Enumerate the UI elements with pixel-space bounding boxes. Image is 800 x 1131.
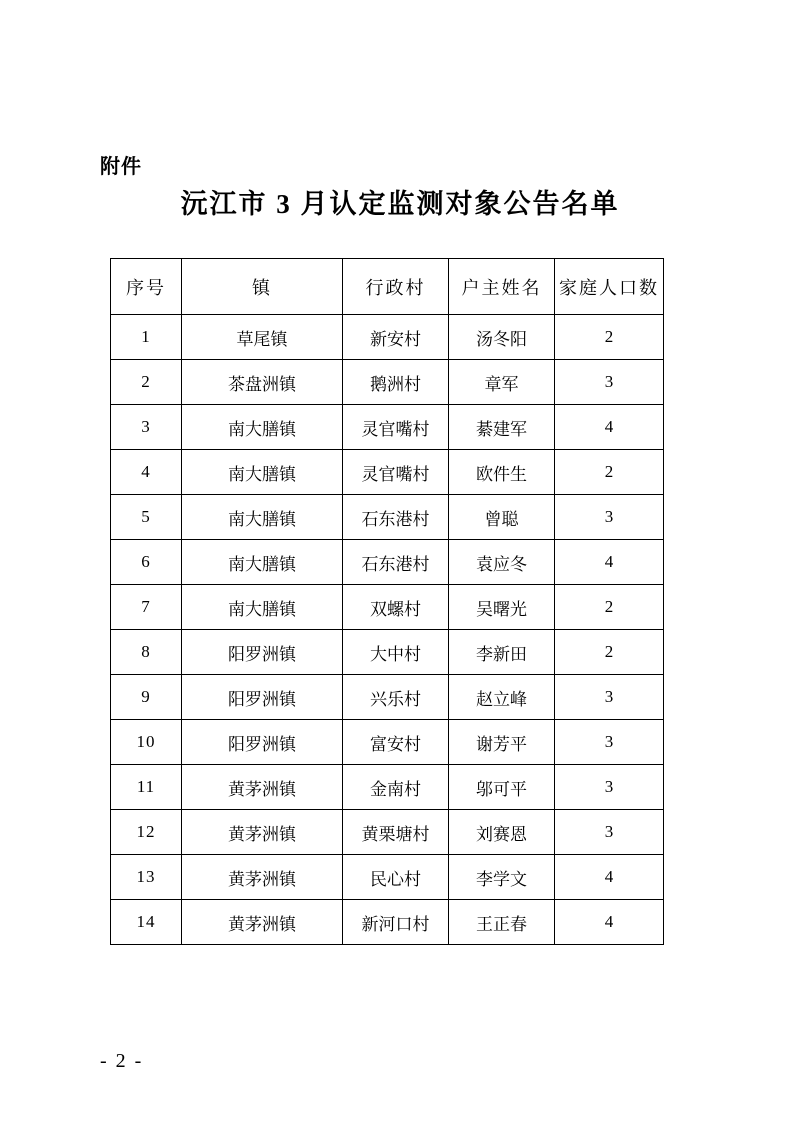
cell-village: 金南村 xyxy=(343,765,449,810)
cell-village: 鹅洲村 xyxy=(343,360,449,405)
cell-householder: 吴曙光 xyxy=(449,585,555,630)
cell-index: 2 xyxy=(111,360,182,405)
cell-household-size: 3 xyxy=(555,360,664,405)
cell-town: 南大膳镇 xyxy=(182,585,343,630)
cell-householder: 欧件生 xyxy=(449,450,555,495)
column-header-town: 镇 xyxy=(182,259,343,315)
cell-village: 石东港村 xyxy=(343,540,449,585)
cell-householder: 章军 xyxy=(449,360,555,405)
cell-town: 黄茅洲镇 xyxy=(182,765,343,810)
cell-householder: 曾聪 xyxy=(449,495,555,540)
cell-village: 灵官嘴村 xyxy=(343,450,449,495)
cell-householder: 王正春 xyxy=(449,900,555,945)
cell-householder: 谢芳平 xyxy=(449,720,555,765)
table-row xyxy=(111,315,664,360)
attachment-label: 附件 xyxy=(100,156,142,178)
cell-householder: 刘赛恩 xyxy=(449,810,555,855)
cell-household-size: 4 xyxy=(555,855,664,900)
table-row xyxy=(111,585,664,630)
cell-town: 黄茅洲镇 xyxy=(182,855,343,900)
cell-household-size: 2 xyxy=(555,585,664,630)
cell-index: 3 xyxy=(111,405,182,450)
column-header-householder: 户主姓名 xyxy=(449,259,555,315)
cell-household-size: 2 xyxy=(555,630,664,675)
cell-town: 南大膳镇 xyxy=(182,450,343,495)
cell-town: 黄茅洲镇 xyxy=(182,810,343,855)
cell-village: 新河口村 xyxy=(343,900,449,945)
cell-town: 黄茅洲镇 xyxy=(182,900,343,945)
cell-householder: 李学文 xyxy=(449,855,555,900)
table-row xyxy=(111,405,664,450)
cell-village: 双螺村 xyxy=(343,585,449,630)
cell-householder: 綦建军 xyxy=(449,405,555,450)
cell-index: 14 xyxy=(111,900,182,945)
cell-town: 南大膳镇 xyxy=(182,540,343,585)
page-number: - 2 - xyxy=(100,1050,144,1072)
cell-index: 8 xyxy=(111,630,182,675)
cell-town: 阳罗洲镇 xyxy=(182,630,343,675)
cell-index: 1 xyxy=(111,315,182,360)
cell-household-size: 3 xyxy=(555,765,664,810)
cell-village: 富安村 xyxy=(343,720,449,765)
cell-town: 茶盘洲镇 xyxy=(182,360,343,405)
cell-household-size: 3 xyxy=(555,720,664,765)
cell-town: 草尾镇 xyxy=(182,315,343,360)
table-row xyxy=(111,675,664,720)
cell-town: 南大膳镇 xyxy=(182,495,343,540)
cell-index: 11 xyxy=(111,765,182,810)
roster-table xyxy=(110,258,664,945)
cell-household-size: 3 xyxy=(555,495,664,540)
cell-household-size: 2 xyxy=(555,450,664,495)
table-header xyxy=(111,259,664,315)
table-row xyxy=(111,765,664,810)
roster-table-container xyxy=(110,258,658,945)
cell-village: 石东港村 xyxy=(343,495,449,540)
table-row xyxy=(111,900,664,945)
page-title: 沅江市 3 月认定监测对象公告名单 xyxy=(180,189,620,219)
column-header-household-size: 家庭人口数 xyxy=(555,259,664,315)
cell-household-size: 3 xyxy=(555,675,664,720)
cell-household-size: 4 xyxy=(555,540,664,585)
column-header-village: 行政村 xyxy=(343,259,449,315)
column-header-index: 序号 xyxy=(111,259,182,315)
cell-village: 大中村 xyxy=(343,630,449,675)
cell-household-size: 4 xyxy=(555,900,664,945)
cell-householder: 李新田 xyxy=(449,630,555,675)
cell-village: 新安村 xyxy=(343,315,449,360)
table-row xyxy=(111,360,664,405)
cell-household-size: 4 xyxy=(555,405,664,450)
table-row xyxy=(111,450,664,495)
cell-householder: 邬可平 xyxy=(449,765,555,810)
cell-index: 9 xyxy=(111,675,182,720)
cell-village: 兴乐村 xyxy=(343,675,449,720)
cell-index: 4 xyxy=(111,450,182,495)
table-row xyxy=(111,810,664,855)
cell-village: 黄栗塘村 xyxy=(343,810,449,855)
cell-index: 6 xyxy=(111,540,182,585)
table-row xyxy=(111,495,664,540)
cell-index: 5 xyxy=(111,495,182,540)
cell-index: 7 xyxy=(111,585,182,630)
cell-town: 南大膳镇 xyxy=(182,405,343,450)
cell-household-size: 3 xyxy=(555,810,664,855)
cell-village: 民心村 xyxy=(343,855,449,900)
table-body xyxy=(111,315,664,945)
cell-householder: 袁应冬 xyxy=(449,540,555,585)
table-header-row xyxy=(111,259,664,315)
table-row xyxy=(111,630,664,675)
cell-household-size: 2 xyxy=(555,315,664,360)
table-row xyxy=(111,720,664,765)
cell-town: 阳罗洲镇 xyxy=(182,675,343,720)
cell-village: 灵官嘴村 xyxy=(343,405,449,450)
table-row xyxy=(111,540,664,585)
table-row xyxy=(111,855,664,900)
cell-householder: 汤冬阳 xyxy=(449,315,555,360)
cell-index: 13 xyxy=(111,855,182,900)
cell-householder: 赵立峰 xyxy=(449,675,555,720)
cell-town: 阳罗洲镇 xyxy=(182,720,343,765)
cell-index: 10 xyxy=(111,720,182,765)
cell-index: 12 xyxy=(111,810,182,855)
